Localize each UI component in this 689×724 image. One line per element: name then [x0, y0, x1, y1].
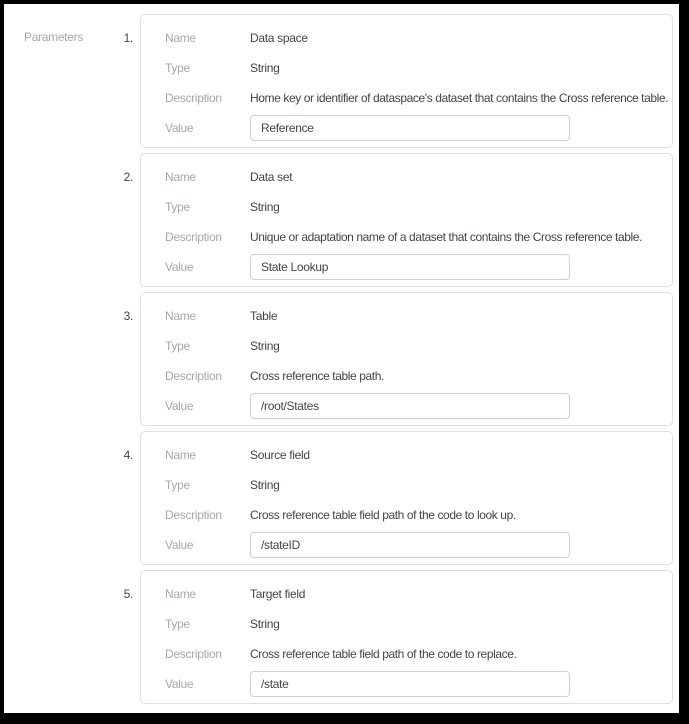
type-label: Type	[165, 200, 190, 214]
description-label: Description	[165, 508, 222, 522]
parameter-index: 1.	[123, 31, 133, 45]
parameter-name: Data space	[250, 31, 308, 45]
type-row	[165, 192, 668, 222]
value-label: Value	[165, 121, 194, 135]
name-label: Name	[165, 587, 196, 601]
type-label: Type	[165, 61, 190, 75]
description-label: Description	[165, 230, 222, 244]
type-label: Type	[165, 617, 190, 631]
parameter-item	[116, 153, 673, 287]
description-row	[165, 222, 668, 252]
name-row	[165, 579, 668, 609]
parameter-value-input[interactable]	[250, 532, 570, 558]
name-row	[165, 301, 668, 331]
parameter-value-input[interactable]	[250, 393, 570, 419]
parameter-type: String	[250, 200, 280, 214]
value-row	[165, 252, 668, 282]
parameter-value-input[interactable]	[250, 671, 570, 697]
parameter-description: Cross reference table path.	[250, 369, 384, 383]
parameter-type: String	[250, 617, 280, 631]
value-label: Value	[165, 538, 194, 552]
parameter-card	[140, 292, 673, 426]
parameter-index: 4.	[123, 448, 133, 462]
name-row	[165, 440, 668, 470]
value-row	[165, 391, 668, 421]
description-label: Description	[165, 369, 222, 383]
name-label: Name	[165, 31, 196, 45]
description-label: Description	[165, 91, 222, 105]
parameter-type: String	[250, 478, 280, 492]
parameter-index: 3.	[123, 309, 133, 323]
value-row	[165, 669, 668, 699]
parameter-description: Home key or identifier of dataspace's dataset that contains the Cross reference table.	[250, 91, 668, 105]
type-row	[165, 609, 668, 639]
parameter-index: 5.	[123, 587, 133, 601]
parameter-index: 2.	[123, 170, 133, 184]
parameter-description: Cross reference table field path of the code to look up.	[250, 508, 516, 522]
description-row	[165, 639, 668, 669]
description-label: Description	[165, 647, 222, 661]
name-label: Name	[165, 170, 196, 184]
value-label: Value	[165, 677, 194, 691]
parameter-name: Data set	[250, 170, 293, 184]
description-row	[165, 83, 668, 113]
parameter-item	[116, 431, 673, 565]
description-row	[165, 500, 668, 530]
parameter-name: Target field	[250, 587, 306, 601]
parameter-card	[140, 570, 673, 704]
type-label: Type	[165, 478, 190, 492]
name-row	[165, 23, 668, 53]
name-label: Name	[165, 448, 196, 462]
type-row	[165, 470, 668, 500]
name-label: Name	[165, 309, 196, 323]
value-label: Value	[165, 260, 194, 274]
parameter-name: Table	[250, 309, 278, 323]
parameter-item	[116, 14, 673, 148]
parameter-value-input[interactable]	[250, 115, 570, 141]
parameter-card	[140, 153, 673, 287]
section-label: Parameters	[24, 30, 84, 44]
description-row	[165, 361, 668, 391]
parameter-description: Unique or adaptation name of a dataset that contains the Cross reference table.	[250, 230, 642, 244]
parameter-type: String	[250, 339, 280, 353]
value-row	[165, 113, 668, 143]
parameter-item	[116, 292, 673, 426]
parameter-item	[116, 570, 673, 704]
parameter-value-input[interactable]	[250, 254, 570, 280]
parameter-card	[140, 14, 673, 148]
parameters-panel	[4, 4, 679, 713]
value-row	[165, 530, 668, 560]
type-row	[165, 331, 668, 361]
parameter-list	[116, 4, 673, 713]
parameter-type: String	[250, 61, 280, 75]
type-row	[165, 53, 668, 83]
value-label: Value	[165, 399, 194, 413]
type-label: Type	[165, 339, 190, 353]
name-row	[165, 162, 668, 192]
parameter-description: Cross reference table field path of the code to replace.	[250, 647, 517, 661]
parameter-name: Source field	[250, 448, 310, 462]
parameter-card	[140, 431, 673, 565]
